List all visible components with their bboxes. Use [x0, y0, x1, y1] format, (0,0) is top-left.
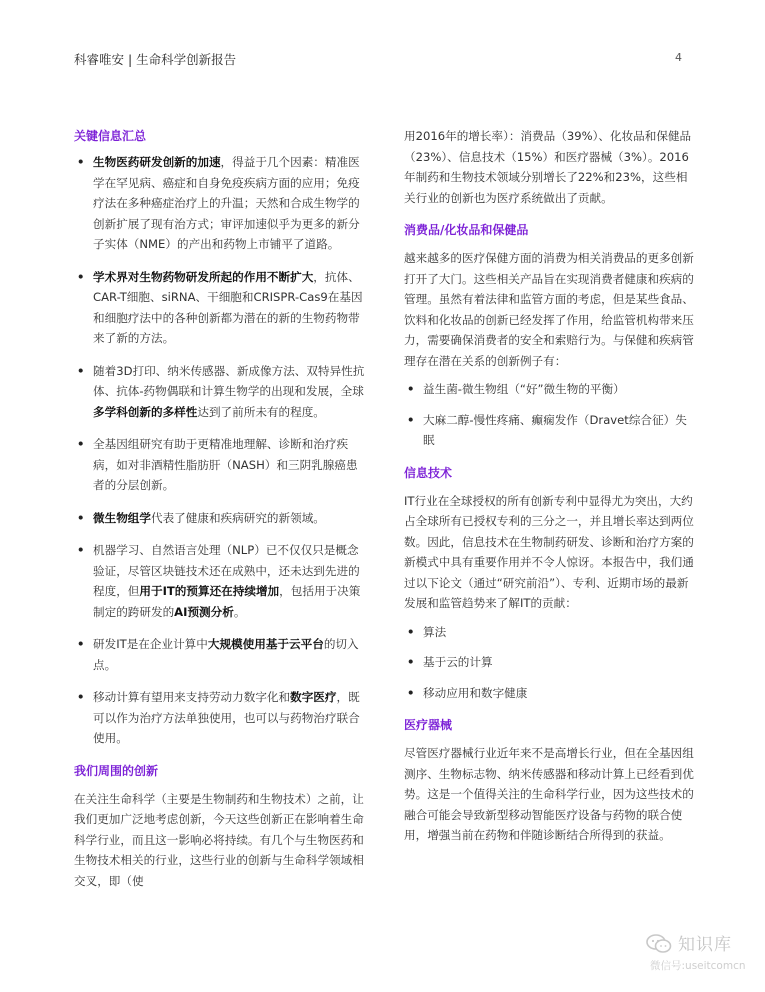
list-item: • 移动应用和数字健康 [404, 683, 696, 704]
list-item: • 益生菌-微生物组（“好”微生物的平衡） [404, 379, 696, 400]
list-item: • 机器学习、自然语言处理（NLP）已不仅仅只是概念验证，尽管区块链技术还在成熟中，还未达到先进的程度，但用于IT的预算还在持续增加，包括用于决策制定的跨研发的AI预测分析。 [74, 540, 366, 622]
consumer-list [404, 379, 696, 451]
page-number: 4 [675, 51, 682, 64]
list-item: • 研发IT是在企业计算中大规模使用基于云平台的切入点。 [74, 634, 366, 675]
consumer-heading: 消费品/化妆品和保健品 [404, 223, 529, 237]
devices-heading: 医疗器械 [404, 718, 453, 732]
right-column [404, 126, 696, 846]
list-item: • 基于云的计算 [404, 652, 696, 673]
list-item: • 随着3D打印、纳米传感器、新成像方法、双特异性抗体、抗体-药物偶联和计算生物学的出现和发展，全球多学科创新的多样性达到了前所未有的程度。 [74, 361, 366, 423]
wechat-icon [646, 934, 672, 954]
it-list [404, 622, 696, 704]
list-item: • 全基因组研究有助于更精准地理解、诊断和治疗疾病，如对非酒精性脂肪肝（NASH）和三阴乳腺癌患者的分层创新。 [74, 434, 366, 496]
it-heading: 信息技术 [404, 465, 453, 480]
consumer-paragraph: 越来越多的医疗保健方面的消费为相关消费品的更多创新打开了大门。这些相关产品旨在实现消费者健康和疾病的管理。虽然有着法律和监管方面的考虑，但是某些食品、饮料和化妆品的创新已经发挥了作用，给监管机构带来压力，需要确保消费者的安全和索赔行为。与保健和疾病管理存在潜在关系的创新例子有： [404, 251, 694, 368]
left-column [74, 126, 366, 891]
key-info-list [74, 152, 366, 749]
key-info-heading: 关键信息汇总 [74, 129, 147, 143]
list-item: • 大麻二醇-慢性疼痛、癫痫发作（Dravet综合征）失眠 [404, 410, 696, 451]
list-item: • 学术界对生物药物研发所起的作用不断扩大，抗体、CAR-T细胞、siRNA、干细胞和CRISPR-Cas9在基因和细胞疗法中的各种创新都为潜在的新的生物药物带来了新的方法。 [74, 267, 366, 349]
growth-paragraph: 用2016年的增长率）：消费品（39%）、化妆品和保健品（23%）、信息技术（15%）和医疗器械（3%）。2016年制药和生物技术领域分别增长了22%和23%，这些相关行业的创新也为医疗系统做出了贡献。 [404, 129, 692, 205]
watermark-title: 知识库 [678, 935, 732, 955]
list-item: • 移动计算有望用来支持劳动力数字化和数字医疗，既可以作为治疗方法单独使用，也可以与药物治疗联合使用。 [74, 687, 366, 749]
it-paragraph: IT行业在全球授权的所有创新专利中显得尤为突出，大约占全球所有已授权专利的三分之一，并且增长率达到两位数。因此，信息技术在生物制药研发、诊断和治疗方案的新模式中具有重要作用并不令人惊讶。本报告中，我们通过以下论文（通过“研究前沿”）、专利、近期市场的最新发展和监管趋势来了解IT的贡献： [404, 493, 694, 610]
list-item: • 算法 [404, 622, 696, 643]
innovation-paragraph: 在关注生命科学（主要是生物制药和生物技术）之前，让我们更加广泛地考虑创新，今天这些创新正在影响着生命科学行业，而且这一影响必将持续。有几个与生物医药和生物技术相关的行业，这些行业的创新与生命科学领域相交叉，即（使 [74, 791, 364, 888]
innovation-heading: 我们周围的创新 [74, 763, 159, 778]
list-item: • 微生物组学代表了健康和疾病研究的新领域。 [74, 508, 366, 529]
devices-paragraph: 尽管医疗器械行业近年来不是高增长行业，但在全基因组测序、生物标志物、纳米传感器和移动计算上已经看到优势。这是一个值得关注的生命科学行业，因为这些技术的融合可能会导致新型移动智能医疗设备与药物的联合使用，增强当前在药物和伴随诊断结合所得到的获益。 [404, 746, 694, 842]
list-item: • 生物医药研发创新的加速，得益于几个因素：精准医学在罕见病、癌症和自身免疫疾病方面的应用；免疫疗法在多种癌症治疗上的升温；天然和合成生物学的创新扩展了现有治方式；审评加速似乎为更多的新分子实体（NME）的产出和药物上市铺平了道路。 [74, 152, 366, 255]
watermark-subtitle: 微信号:useitcomcn [650, 960, 746, 972]
report-header: 科睿唯安 | 生命科学创新报告 [74, 52, 237, 67]
